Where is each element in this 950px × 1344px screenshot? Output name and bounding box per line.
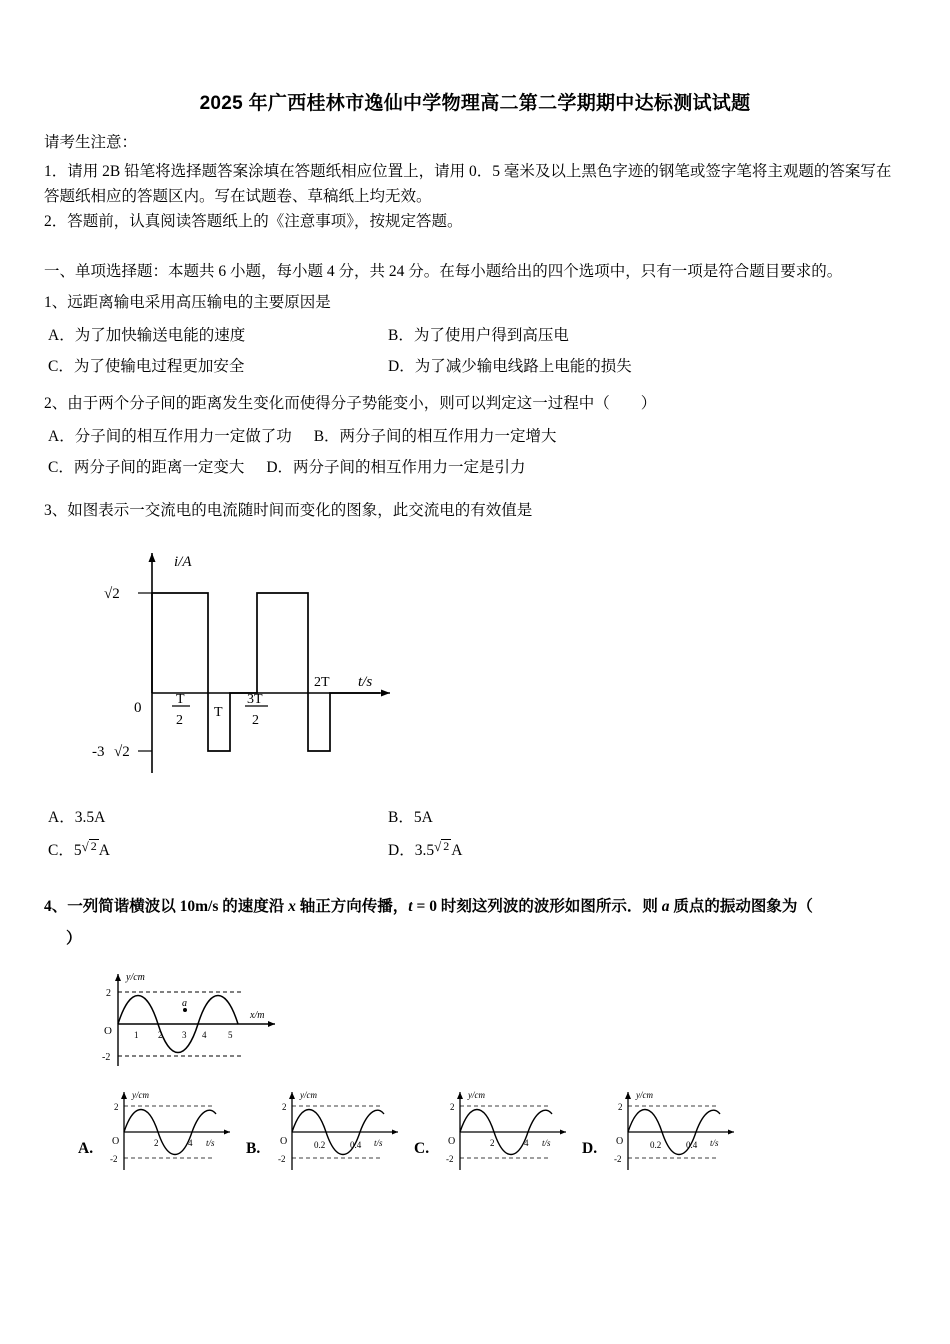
question-4-option-figures <box>78 1084 778 1180</box>
graph-xtick-T2: T <box>214 705 223 721</box>
option-b-x-label: t/s <box>374 1137 383 1148</box>
question-3-figure <box>90 538 420 788</box>
question-4-text-1: 一列简谐横波以 10m/s 的速度沿 <box>67 898 289 916</box>
question-3-text: 如图表示一交流电的电流随时间而变化的图象，此交流电的有效值是 <box>67 502 533 520</box>
question-4-option-d <box>582 1084 742 1180</box>
option-b-y-label: y/cm <box>300 1089 317 1100</box>
option-c-x-label: t/s <box>542 1137 551 1148</box>
current-time-graph <box>90 538 420 788</box>
question-3-answers-row-2 <box>44 835 906 868</box>
option-a-x-label: t/s <box>206 1137 215 1148</box>
option-a-y-pos: 2 <box>114 1101 119 1112</box>
graph-xtick-2b: 2 <box>252 713 259 729</box>
fig4-y-label: y/cm <box>126 971 145 983</box>
option-d-xtick-1: 0.2 <box>650 1139 662 1150</box>
question-3-option-b: B．5A <box>388 809 433 827</box>
question-4-main-figure <box>90 966 300 1076</box>
option-c-origin: O <box>448 1135 456 1147</box>
fig4-point-a: a <box>182 997 187 1009</box>
question-1-option-b: B．为了使用户得到高压电 <box>388 327 569 345</box>
question-4-option-c-letter: C. <box>414 1139 430 1157</box>
question-1-options-row-2 <box>44 351 906 382</box>
question-1-option-c: C．为了使输电过程更加安全 <box>48 358 245 376</box>
fig4-xtick-4: 4 <box>202 1029 207 1040</box>
question-4-option-a <box>78 1084 238 1180</box>
option-b-origin: O <box>280 1135 288 1147</box>
question-3-option-c-suffix: A <box>98 841 110 859</box>
question-4-var-t: t <box>408 898 413 916</box>
question-3-answers-row-1 <box>44 802 906 835</box>
fig4-y-pos: 2 <box>106 987 111 999</box>
question-2-options-row-1 <box>44 421 906 452</box>
question-1-number: 1、 <box>44 293 68 311</box>
question-1-options-row-1 <box>44 320 906 351</box>
option-d-graph <box>606 1084 766 1180</box>
question-3-option-c-prefix: C．5 <box>48 841 82 859</box>
question-2-text: 由于两个分子间的距离发生变化而使得分子势能变小，则可以判定这一过程中（ ） <box>67 395 657 413</box>
question-2-option-a: A．分子间的相互作用力一定做了功 <box>48 428 292 446</box>
option-d-origin: O <box>616 1135 624 1147</box>
question-1-text: 远距离输电采用高压输电的主要原因是 <box>67 293 331 311</box>
option-d-y-label: y/cm <box>636 1089 653 1100</box>
option-b-y-neg: -2 <box>278 1153 286 1164</box>
question-3-option-d: D．3.5√ 2 A <box>388 838 463 859</box>
graph-y-top-label: √2 <box>104 586 120 603</box>
question-4-option-b-letter: B. <box>246 1139 261 1157</box>
question-1-option-a: A．为了加快输送电能的速度 <box>48 327 246 345</box>
option-c-graph <box>438 1084 598 1180</box>
question-4-var-a: a <box>661 898 670 916</box>
graph-x-label: t/s <box>358 674 373 691</box>
fig4-xtick-5: 5 <box>228 1029 233 1040</box>
question-4-option-b <box>246 1084 406 1180</box>
question-3-option-a: A．3.5A <box>48 809 106 827</box>
question-2-option-d: D．两分子间的相互作用力一定是引力 <box>266 459 526 477</box>
question-3-option-d-suffix: A <box>451 841 463 859</box>
question-2-option-c: C．两分子间的距离一定变大 <box>48 459 245 477</box>
option-c-xtick-1: 2 <box>490 1137 495 1148</box>
question-4-stem <box>44 893 906 920</box>
question-1-stem <box>44 289 906 316</box>
question-3-option-d-prefix: D．3.5 <box>388 841 435 859</box>
question-3-option-d-radicand: 2 <box>443 838 450 853</box>
option-b-xtick-1: 0.2 <box>314 1139 326 1150</box>
question-4-text-3: = 0 时刻这列波的波形如图所示．则 <box>412 898 662 916</box>
question-3-number: 3、 <box>44 502 68 520</box>
question-3-option-c-radicand: 2 <box>90 838 97 853</box>
question-4-number: 4、 <box>44 898 68 916</box>
graph-xtick-3T: 3T <box>247 692 263 708</box>
question-4-option-d-letter: D. <box>582 1139 598 1157</box>
notice-line-2: 2．答题前，认真阅读答题纸上的《注意事项》，按规定答题。 <box>44 213 463 231</box>
question-2-option-b: B．两分子间的相互作用力一定增大 <box>313 428 557 446</box>
question-2-options-row-2 <box>44 452 906 483</box>
option-a-origin: O <box>112 1135 120 1147</box>
graph-origin-label: 0 <box>134 700 142 717</box>
option-c-y-pos: 2 <box>450 1101 455 1112</box>
question-4-text-2: 轴正方向传播， <box>295 898 409 916</box>
graph-y-label: i/A <box>174 554 192 571</box>
fig4-xtick-2: 2 <box>158 1029 163 1040</box>
option-b-y-pos: 2 <box>282 1101 287 1112</box>
fig4-y-neg: -2 <box>102 1051 111 1063</box>
option-a-graph <box>102 1084 262 1180</box>
question-1-option-d: D．为了减少输电线路上电能的损失 <box>388 358 632 376</box>
option-c-y-neg: -2 <box>446 1153 454 1164</box>
fig4-xtick-3: 3 <box>182 1029 187 1040</box>
question-2-number: 2、 <box>44 395 68 413</box>
question-3-stem <box>44 497 906 524</box>
option-b-graph <box>270 1084 430 1180</box>
option-c-y-label: y/cm <box>468 1089 485 1100</box>
option-a-xtick-2: 4 <box>188 1137 193 1148</box>
option-a-xtick-1: 2 <box>154 1137 159 1148</box>
option-d-y-pos: 2 <box>618 1101 623 1112</box>
question-4-stem-cont: ） <box>66 929 82 947</box>
fig4-xtick-1: 1 <box>134 1029 139 1040</box>
option-a-y-label: y/cm <box>132 1089 149 1100</box>
fig4-x-label: x/m <box>250 1009 265 1021</box>
notice-heading: 请考生注意： <box>44 134 138 151</box>
graph-xtick-T: T <box>176 692 185 708</box>
option-d-y-neg: -2 <box>614 1153 622 1164</box>
page-title: 2025 年广西桂林市逸仙中学物理高二第二学期期中达标测试试题 <box>199 93 751 114</box>
question-4-option-c <box>414 1084 574 1180</box>
question-2-stem <box>44 390 906 417</box>
notice-line-1: 1．请用 2B 铅笔将选择题答案涂填在答题纸相应位置上，请用 0．5 毫米及以上黑色字迹的钢笔或签字笔将主观题的答案写在答题纸相应的答题区内。写在试题卷、草稿纸上均无效。 <box>44 162 892 205</box>
option-d-x-label: t/s <box>710 1137 719 1148</box>
question-4-var-x: x <box>288 898 296 916</box>
document-content <box>44 88 906 1180</box>
graph-xtick-2T: 2T <box>314 675 330 691</box>
option-d-xtick-2: 0.4 <box>686 1139 698 1150</box>
graph-xtick-2: 2 <box>176 713 183 729</box>
option-a-y-neg: -2 <box>110 1153 118 1164</box>
question-3-option-c: C．5√ 2 A <box>48 838 110 859</box>
waveform-graph <box>90 966 300 1076</box>
graph-y-bottom-label: -3 <box>92 744 105 761</box>
section-heading: 一、单项选择题：本题共 6 小题，每小题 4 分，共 24 分。在每小题给出的四个选项中，只有一项是符合题目要求的。 <box>44 263 843 281</box>
option-b-xtick-2: 0.4 <box>350 1139 362 1150</box>
graph-y-bottom-radical: √2 <box>114 744 130 761</box>
question-4-text-4: 质点的振动图象为（ <box>669 898 813 916</box>
question-4-option-a-letter: A. <box>78 1139 94 1157</box>
fig4-origin: O <box>104 1024 112 1037</box>
option-c-xtick-2: 4 <box>524 1137 529 1148</box>
